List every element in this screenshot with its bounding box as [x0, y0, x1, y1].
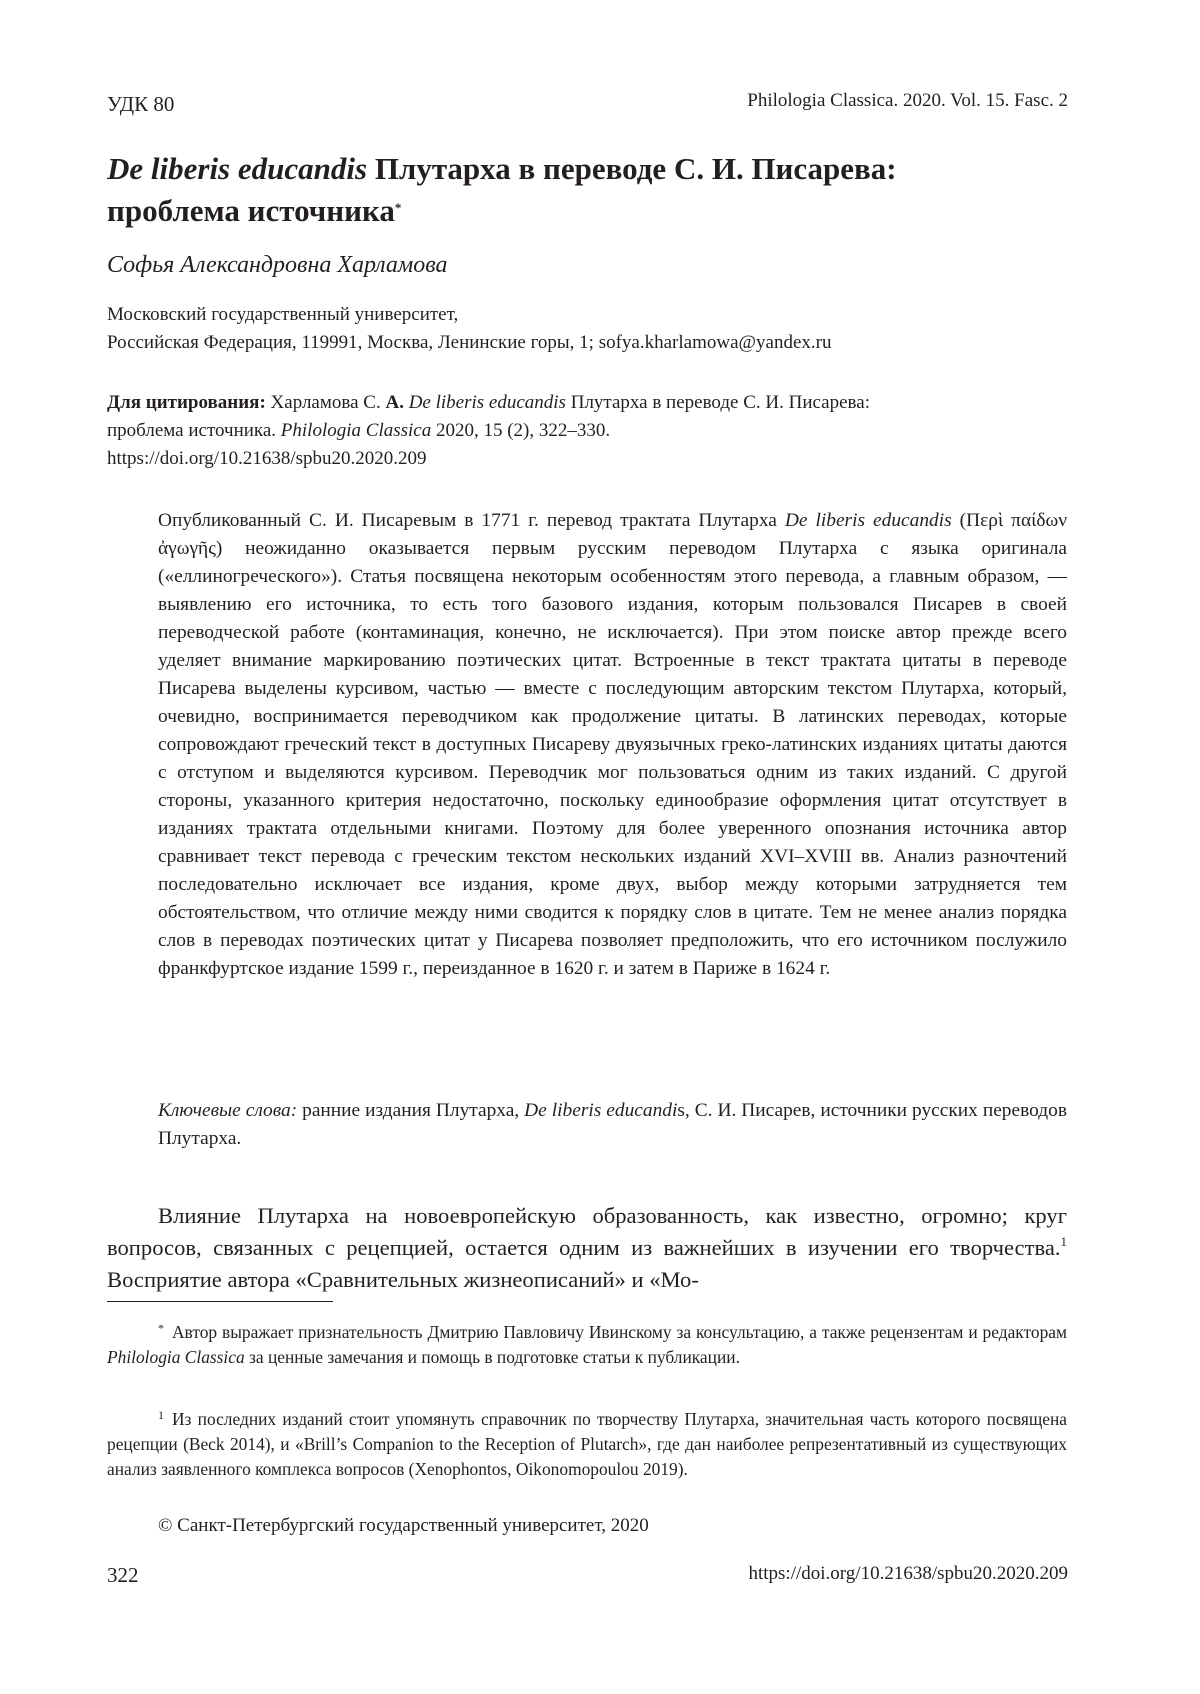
citation-label: Для цитирования:	[107, 392, 266, 413]
footnote-1-text: Из последних изданий стоит упомянуть справочник по творчеству Плутарха, значительная часть которого посвящена рецепции (Beck 2014), и «Brill’s Companion to the Reception of Plutarch», где дан наиболее репрезентативный из существующих анализ заявленного комплекса вопросов (Xenophontos, Oikonomopoulou 2019).	[107, 1409, 1067, 1479]
footnote-mark-1: 1	[158, 1408, 164, 1422]
citation-line2	[107, 417, 1067, 445]
udk-code: УДК 80	[107, 92, 175, 116]
footnote-text: Автор выражает признательность Дмитрию Павловичу Ивинскому за консультацию, а также рецензентам и редакторам	[172, 1322, 1067, 1342]
keywords-text: ранние издания Плутарха,	[297, 1100, 525, 1121]
citation-block	[107, 389, 1067, 473]
title-footnote-mark[interactable]: *	[394, 200, 402, 215]
citation-doi[interactable]: https://doi.org/10.21638/spbu20.2020.209	[107, 448, 427, 469]
footnote-text-end: за ценные замечания и помощь в подготовке статьи к публикации.	[244, 1347, 740, 1367]
footnote-mark-star: *	[158, 1321, 164, 1335]
copyright-notice: © Санкт-Петербургский государственный университет, 2020	[158, 1515, 649, 1536]
footnote-acknowledgement	[107, 1316, 1067, 1370]
affiliation	[107, 301, 1087, 357]
citation-journal: Philologia Classica	[276, 420, 432, 441]
footnote-1	[107, 1403, 1067, 1482]
title-italic: De liberis educandis	[107, 151, 368, 186]
citation-details: 2020, 15 (2), 322–330.	[431, 420, 611, 441]
citation-line1	[107, 389, 1067, 417]
body-text: Влияние Плутарха на новоевропейскую образованность, как известно, огромно; круг вопросов, связанных с рецепцией, остается одним из важнейших в изучении его творчества.	[107, 1203, 1067, 1260]
citation-title-italic: De liberis educandis	[403, 392, 566, 413]
citation-author: Харламова С.	[265, 392, 381, 413]
article-title	[107, 148, 1067, 232]
keywords-text-end: s, С. И. Писарев, источники русских переводов Плутарха.	[158, 1100, 1067, 1149]
keywords	[158, 1097, 1067, 1153]
abstract-text-start: Опубликованный С. И. Писаревым в 1771 г. перевод трактата Плутарха	[158, 510, 785, 531]
page-number: 322	[107, 1563, 139, 1587]
title-rest: Плутарха в переводе С. И. Писарева:	[367, 151, 897, 186]
body-text-end: Восприятие автора «Сравнительных жизнеописаний» и «Мо-	[107, 1267, 699, 1292]
footer-doi[interactable]: https://doi.org/10.21638/spbu20.2020.209	[748, 1563, 1068, 1584]
affiliation-line2: Российская Федерация, 119991, Москва, Ленинские горы, 1; sofya.kharlamowa@yandex.ru	[107, 332, 832, 353]
footnote-journal-italic: Philologia Classica	[107, 1347, 245, 1367]
title-line2: проблема источника	[107, 193, 395, 228]
author-name: Софья Александровна Харламова	[107, 252, 448, 278]
citation-author-initial: А.	[380, 392, 404, 413]
footnote-ref-1[interactable]: 1	[1060, 1234, 1067, 1249]
journal-running-header: Philologia Classica. 2020. Vol. 15. Fasc. 2	[747, 90, 1068, 111]
keywords-label: Ключевые слова:	[158, 1100, 298, 1121]
body-paragraph	[107, 1200, 1067, 1296]
citation-title-rest: Плутарха в переводе С. И. Писарева:	[565, 392, 870, 413]
abstract-italic-title: De liberis educandis	[784, 510, 952, 531]
affiliation-line1: Московский государственный университет,	[107, 304, 459, 325]
abstract	[158, 507, 1067, 983]
citation-title-end: проблема источника.	[107, 420, 277, 441]
abstract-text: (Περὶ παίδων ἀγωγῆς) неожиданно оказывается первым русским переводом Плутарха с языка оригинала («еллиногреческого»). Статья посвящена некоторым особенностям этого перевода, а главным образом, — выявлению его источника, то есть того базового издания, которым пользовался Писарев в своей переводческой работе (контаминация, конечно, не исключается). При этом поиске автор прежде всего уделяет внимание маркированию поэтических цитат. Встроенные в текст трактата цитаты в переводе Писарева выделены курсивом, частью — вместе с последующим авторским текстом Плутарха, который, очевидно, воспринимается переводчиком как продолжение цитаты. В латинских переводах, которые сопровождают греческий текст в доступных Писареву двуязычных греко-латинских изданиях цитаты даются с отступом и выделяются курсивом. Переводчик мог пользоваться одним из таких изданий. С другой стороны, указанного критерия недостаточно, поскольку единообразие оформления цитат отсутствует в изданиях трактата отдельными книгами. Поэтому для более уверенного опознания источника автор сравнивает текст перевода с греческим текстом нескольких изданий XVI–XVIII вв. Анализ разночтений последовательно исключает все издания, кроме двух, выбор между которыми затрудняется тем обстоятельством, что отличие между ними сводится к порядку слов в цитате. Тем не менее анализ порядка слов в переводах поэтических цитат у Писарева позволяет предположить, что его источником послужило франкфуртское издание 1599 г., переизданное в 1620 г. и затем в Париже в 1624 г.	[158, 510, 1068, 979]
keywords-italic: De liberis educandi	[524, 1100, 678, 1121]
footnote-divider	[107, 1301, 333, 1302]
